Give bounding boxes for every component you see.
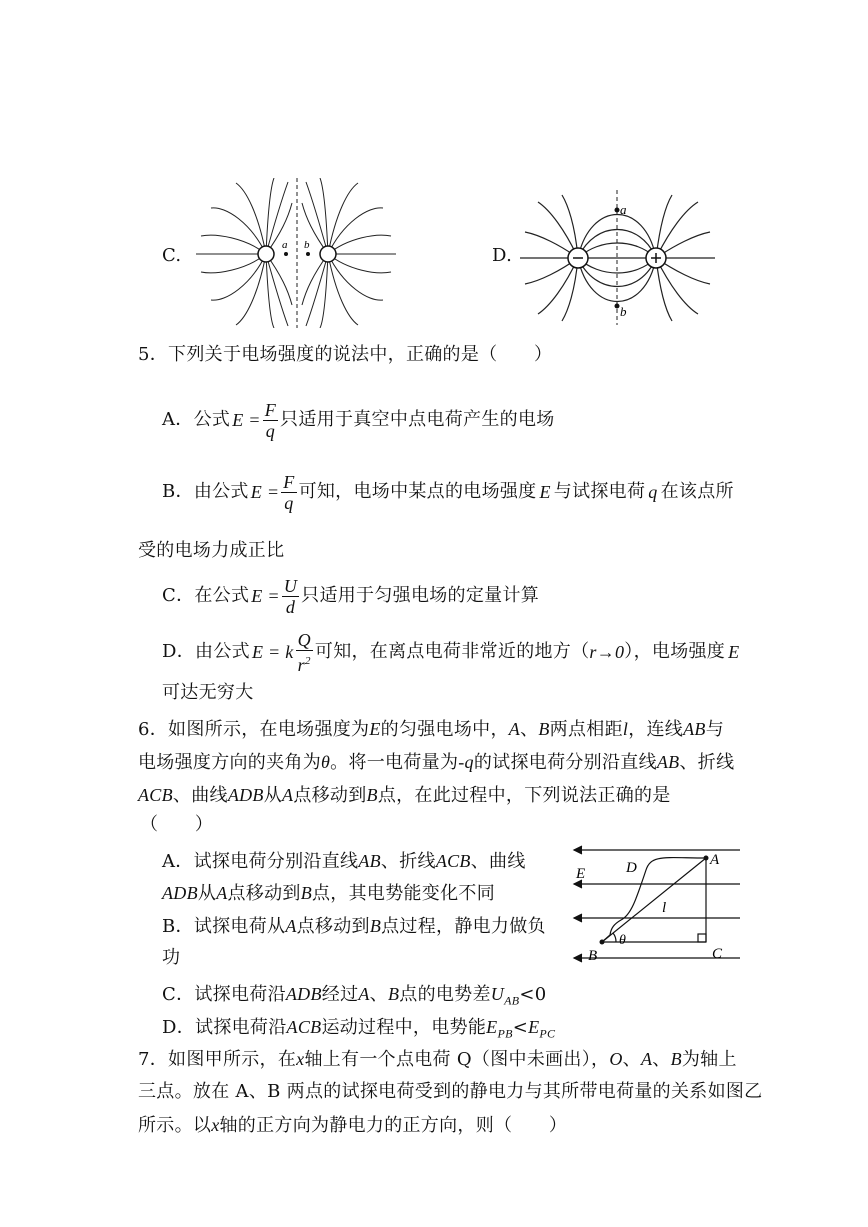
- q6-stem-line-1: 6．如图所示，在电场强度为E的匀强电场中，A、B两点相距l，连线AB与: [138, 719, 724, 740]
- right-charge: [320, 246, 336, 262]
- length-l-label: l: [662, 900, 667, 916]
- angle-theta-label: θ: [619, 933, 626, 948]
- q6-option-a-line-1: A．试探电荷分别沿直线AB、折线ACB、曲线: [162, 851, 526, 872]
- point-A-label: A: [710, 852, 720, 868]
- q5-stem: 5．下列关于电场强度的说法中，正确的是（ ）: [138, 344, 553, 365]
- point-B-label: B: [588, 948, 598, 964]
- option-d-label: D.: [492, 245, 513, 266]
- point-b-label: b: [304, 239, 310, 251]
- uniform-field-figure: [566, 840, 746, 975]
- point-C-label: C: [712, 946, 723, 962]
- q6-option-b-line-2: 功: [162, 947, 181, 968]
- q5-option-b: B．由公式 E = $\frac{F}{q}$ 可知，电场中某点的电场强度 E 与试探电荷 q 在该点所: [162, 471, 734, 513]
- dipole-field-diagram-c: [196, 178, 396, 328]
- q6-option-a-line-2: ADB从A点移动到B点，其电势能变化不同: [162, 883, 495, 904]
- q7-stem-line-2: 三点。放在 A、B 两点的试探电荷受到的静电力与其所带电荷量的关系如图乙: [138, 1081, 763, 1102]
- q6-answer-bracket: （ ）: [140, 814, 214, 835]
- q5-option-c: C．在公式 E = $\frac{U}{d}$ 只适用于匀强电场的定量计算: [162, 575, 540, 617]
- q5-option-d: D．由公式 E = k $\frac{Q}{r^2}$ 可知，在离点电荷非常近的地方（ r→0 ），电场强度 E: [162, 629, 740, 675]
- q6-option-b-line-1: B．试探电荷从A点移动到B点过程，静电力做负: [162, 916, 546, 937]
- option-c-label: C.: [162, 245, 182, 266]
- point-b-label: b: [620, 304, 627, 319]
- point-D-label: D: [626, 860, 637, 876]
- point-a-label: a: [620, 202, 627, 217]
- q7-stem-line-1: 7．如图甲所示，在x轴上有一个点电荷 Q（图中未画出），O、A、B为轴上: [138, 1049, 737, 1070]
- q6-stem-line-2: 电场强度方向的夹角为θ。将一电荷量为-q的试探电荷分别沿直线AB、折线: [138, 752, 735, 773]
- q5-option-a: A．公式 E = $\frac{F}{q}$ 只适用于真空中点电荷产生的电场: [162, 399, 555, 441]
- q6-stem-line-3: ACB、曲线ADB从A点移动到B点，在此过程中，下列说法正确的是: [138, 785, 671, 806]
- q5-option-d-cont: 可达无穷大: [162, 682, 254, 703]
- q6-option-d: D．试探电荷沿ACB运动过程中，电势能$E_{PB}<E_{PC}$: [162, 1017, 556, 1041]
- q6-option-c: C．试探电荷沿ADB经过A、B点的电势差$U_{AB}<0$: [162, 984, 547, 1008]
- q5-option-b-cont: 受的电场力成正比: [138, 540, 285, 561]
- field-E-label: E: [576, 866, 586, 882]
- point-a-label: a: [282, 239, 288, 251]
- left-charge: [258, 246, 274, 262]
- q7-stem-line-3: 所示。以x轴的正方向为静电力的正方向，则（ ）: [138, 1115, 568, 1136]
- dipole-field-diagram-d: [520, 190, 715, 325]
